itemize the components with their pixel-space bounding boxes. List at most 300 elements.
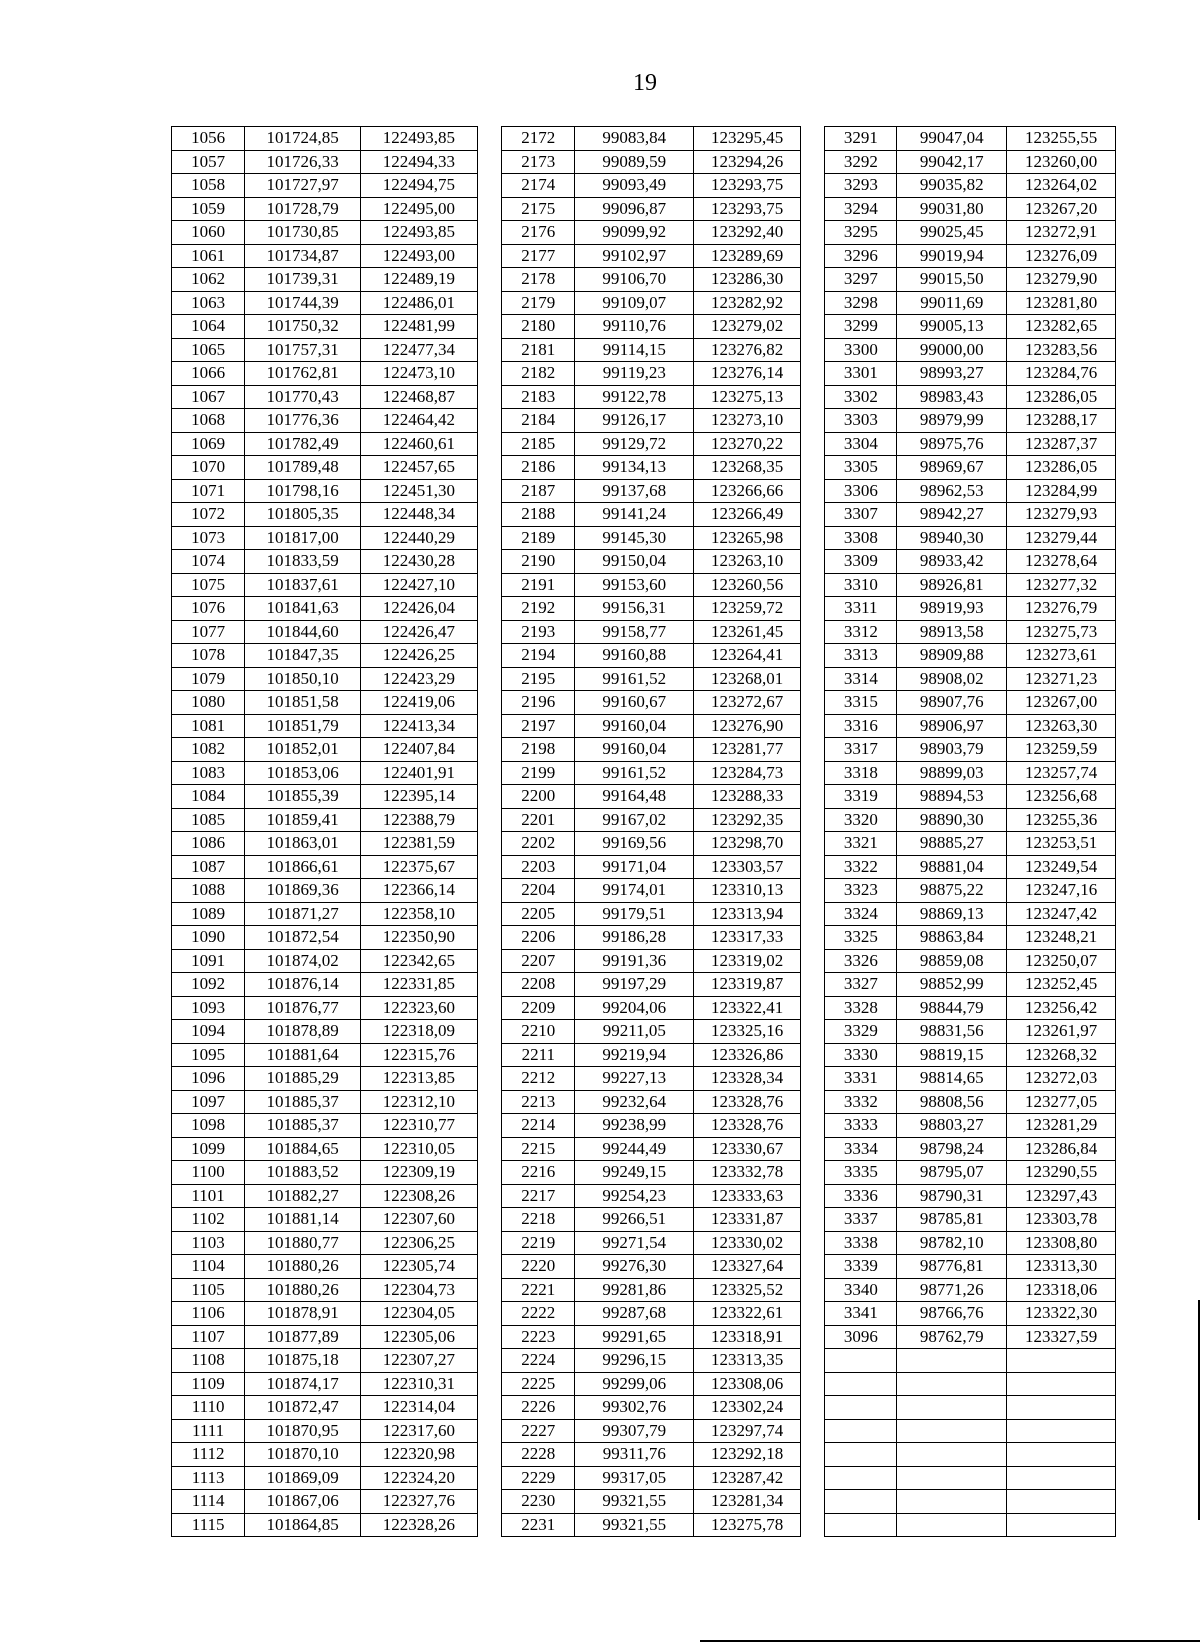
column-spacer <box>800 432 824 456</box>
cell-x-coordinate: 101859,41 <box>245 808 361 832</box>
column-spacer <box>477 1466 501 1490</box>
column-spacer <box>477 1396 501 1420</box>
cell-x-coordinate: 101875,18 <box>245 1349 361 1373</box>
cell-point-number: 1080 <box>172 691 245 715</box>
column-spacer <box>800 197 824 221</box>
cell-point-number: 1096 <box>172 1067 245 1091</box>
table-row <box>172 174 1116 198</box>
cell-x-coordinate: 98962,53 <box>897 479 1007 503</box>
cell-y-coordinate: 122366,14 <box>360 879 477 903</box>
cell-point-number: 1056 <box>172 127 245 151</box>
column-spacer <box>800 1090 824 1114</box>
cell-point-number: 1107 <box>172 1325 245 1349</box>
cell-y-coordinate: 123276,09 <box>1007 244 1116 268</box>
cell-x-coordinate: 98983,43 <box>897 385 1007 409</box>
column-spacer <box>800 1349 824 1373</box>
column-spacer <box>477 808 501 832</box>
column-spacer <box>800 879 824 903</box>
column-spacer <box>800 338 824 362</box>
cell-x-coordinate: 99042,17 <box>897 150 1007 174</box>
cell-point-number: 3309 <box>825 550 897 574</box>
column-spacer <box>477 644 501 668</box>
table-row <box>172 1137 1116 1161</box>
cell-x-coordinate: 98969,67 <box>897 456 1007 480</box>
cell-y-coordinate: 123319,02 <box>694 949 801 973</box>
cell-x-coordinate: 99141,24 <box>575 503 694 527</box>
cell-point-number: 1111 <box>172 1419 245 1443</box>
cell-x-coordinate <box>897 1396 1007 1420</box>
cell-point-number: 3308 <box>825 526 897 550</box>
cell-x-coordinate: 98909,88 <box>897 644 1007 668</box>
table-row <box>172 1231 1116 1255</box>
cell-x-coordinate: 99153,60 <box>575 573 694 597</box>
cell-y-coordinate: 123276,79 <box>1007 597 1116 621</box>
column-spacer <box>800 1325 824 1349</box>
cell-point-number: 3302 <box>825 385 897 409</box>
column-spacer <box>800 1067 824 1091</box>
cell-x-coordinate: 99186,28 <box>575 926 694 950</box>
cell-y-coordinate: 123279,90 <box>1007 268 1116 292</box>
cell-point-number: 2223 <box>502 1325 575 1349</box>
cell-x-coordinate: 101882,27 <box>245 1184 361 1208</box>
cell-point-number: 2177 <box>502 244 575 268</box>
cell-x-coordinate: 101874,02 <box>245 949 361 973</box>
cell-y-coordinate: 123281,80 <box>1007 291 1116 315</box>
cell-x-coordinate: 101883,52 <box>245 1161 361 1185</box>
cell-point-number: 3303 <box>825 409 897 433</box>
cell-x-coordinate: 98831,56 <box>897 1020 1007 1044</box>
cell-x-coordinate: 101726,33 <box>245 150 361 174</box>
cell-point-number: 2193 <box>502 620 575 644</box>
cell-x-coordinate: 101870,10 <box>245 1443 361 1467</box>
cell-point-number: 1066 <box>172 362 245 386</box>
column-spacer <box>477 1043 501 1067</box>
cell-point-number: 1102 <box>172 1208 245 1232</box>
table-row <box>172 503 1116 527</box>
cell-point-number: 1074 <box>172 550 245 574</box>
cell-y-coordinate: 123308,06 <box>694 1372 801 1396</box>
table-row <box>172 996 1116 1020</box>
cell-y-coordinate: 122401,91 <box>360 761 477 785</box>
cell-x-coordinate: 101805,35 <box>245 503 361 527</box>
cell-y-coordinate: 123266,66 <box>694 479 801 503</box>
table-row <box>172 315 1116 339</box>
cell-y-coordinate: 122331,85 <box>360 973 477 997</box>
cell-point-number: 1094 <box>172 1020 245 1044</box>
cell-point-number: 2190 <box>502 550 575 574</box>
table-row <box>172 456 1116 480</box>
cell-y-coordinate: 123325,52 <box>694 1278 801 1302</box>
cell-x-coordinate: 101850,10 <box>245 667 361 691</box>
cell-x-coordinate: 98762,79 <box>897 1325 1007 1349</box>
cell-x-coordinate: 99160,88 <box>575 644 694 668</box>
cell-y-coordinate: 123286,05 <box>1007 456 1116 480</box>
cell-y-coordinate: 122304,05 <box>360 1302 477 1326</box>
column-spacer <box>800 479 824 503</box>
cell-x-coordinate: 101730,85 <box>245 221 361 245</box>
cell-point-number: 2197 <box>502 714 575 738</box>
table-row <box>172 855 1116 879</box>
cell-y-coordinate: 123303,78 <box>1007 1208 1116 1232</box>
cell-y-coordinate: 122407,84 <box>360 738 477 762</box>
cell-y-coordinate: 122395,14 <box>360 785 477 809</box>
cell-x-coordinate <box>897 1513 1007 1537</box>
cell-x-coordinate: 101869,36 <box>245 879 361 903</box>
cell-x-coordinate: 99102,97 <box>575 244 694 268</box>
cell-point-number: 1067 <box>172 385 245 409</box>
cell-point-number: 2210 <box>502 1020 575 1044</box>
cell-x-coordinate: 99287,68 <box>575 1302 694 1326</box>
page-number: 19 <box>633 70 657 96</box>
cell-y-coordinate: 123249,54 <box>1007 855 1116 879</box>
cell-point-number: 2209 <box>502 996 575 1020</box>
cell-y-coordinate: 123247,42 <box>1007 902 1116 926</box>
cell-point-number: 2183 <box>502 385 575 409</box>
column-spacer <box>800 503 824 527</box>
cell-point-number: 1062 <box>172 268 245 292</box>
cell-point-number: 1075 <box>172 573 245 597</box>
cell-x-coordinate: 99291,65 <box>575 1325 694 1349</box>
cell-x-coordinate: 98919,93 <box>897 597 1007 621</box>
column-spacer <box>477 1419 501 1443</box>
cell-point-number: 1093 <box>172 996 245 1020</box>
cell-y-coordinate: 122315,76 <box>360 1043 477 1067</box>
cell-point-number: 2198 <box>502 738 575 762</box>
cell-x-coordinate: 101798,16 <box>245 479 361 503</box>
column-spacer <box>800 1114 824 1138</box>
cell-point-number: 2178 <box>502 268 575 292</box>
table-row <box>172 808 1116 832</box>
cell-y-coordinate: 123303,57 <box>694 855 801 879</box>
cell-y-coordinate: 122427,10 <box>360 573 477 597</box>
cell-point-number <box>825 1466 897 1490</box>
table-row <box>172 362 1116 386</box>
cell-point-number: 3328 <box>825 996 897 1020</box>
cell-y-coordinate: 123266,49 <box>694 503 801 527</box>
cell-x-coordinate: 99025,45 <box>897 221 1007 245</box>
cell-point-number: 1099 <box>172 1137 245 1161</box>
cell-x-coordinate: 99317,05 <box>575 1466 694 1490</box>
cell-x-coordinate: 101880,26 <box>245 1255 361 1279</box>
column-spacer <box>477 1137 501 1161</box>
cell-point-number: 2202 <box>502 832 575 856</box>
column-spacer <box>800 315 824 339</box>
column-spacer <box>477 362 501 386</box>
cell-y-coordinate: 123322,61 <box>694 1302 801 1326</box>
cell-x-coordinate: 99211,05 <box>575 1020 694 1044</box>
cell-y-coordinate: 123260,56 <box>694 573 801 597</box>
cell-point-number: 1057 <box>172 150 245 174</box>
cell-point-number: 2176 <box>502 221 575 245</box>
column-spacer <box>477 338 501 362</box>
cell-x-coordinate: 101878,89 <box>245 1020 361 1044</box>
cell-x-coordinate: 101885,37 <box>245 1090 361 1114</box>
column-spacer <box>800 1208 824 1232</box>
cell-y-coordinate: 123263,10 <box>694 550 801 574</box>
cell-y-coordinate: 122451,30 <box>360 479 477 503</box>
cell-y-coordinate: 123272,91 <box>1007 221 1116 245</box>
cell-x-coordinate: 98881,04 <box>897 855 1007 879</box>
cell-x-coordinate: 101884,65 <box>245 1137 361 1161</box>
cell-x-coordinate: 101847,35 <box>245 644 361 668</box>
cell-y-coordinate: 122306,25 <box>360 1231 477 1255</box>
table-row <box>172 1278 1116 1302</box>
cell-point-number: 1095 <box>172 1043 245 1067</box>
cell-x-coordinate: 101874,17 <box>245 1372 361 1396</box>
table-row <box>172 644 1116 668</box>
cell-point-number <box>825 1490 897 1514</box>
column-spacer <box>800 409 824 433</box>
cell-x-coordinate: 99167,02 <box>575 808 694 832</box>
cell-y-coordinate: 123272,67 <box>694 691 801 715</box>
cell-x-coordinate: 99302,76 <box>575 1396 694 1420</box>
table-row <box>172 714 1116 738</box>
cell-point-number: 1081 <box>172 714 245 738</box>
cell-x-coordinate: 101853,06 <box>245 761 361 785</box>
table-row <box>172 1490 1116 1514</box>
column-spacer <box>477 526 501 550</box>
cell-y-coordinate: 122419,06 <box>360 691 477 715</box>
cell-x-coordinate: 99119,23 <box>575 362 694 386</box>
table-row <box>172 409 1116 433</box>
cell-x-coordinate: 98808,56 <box>897 1090 1007 1114</box>
cell-y-coordinate: 123319,87 <box>694 973 801 997</box>
cell-y-coordinate: 123268,32 <box>1007 1043 1116 1067</box>
cell-x-coordinate: 98894,53 <box>897 785 1007 809</box>
cell-y-coordinate: 123264,02 <box>1007 174 1116 198</box>
cell-point-number: 2192 <box>502 597 575 621</box>
cell-point-number: 1073 <box>172 526 245 550</box>
column-spacer <box>477 1184 501 1208</box>
cell-point-number: 3096 <box>825 1325 897 1349</box>
cell-y-coordinate <box>1007 1443 1116 1467</box>
cell-point-number: 3336 <box>825 1184 897 1208</box>
column-spacer <box>800 1255 824 1279</box>
cell-point-number: 2191 <box>502 573 575 597</box>
cell-y-coordinate: 123286,30 <box>694 268 801 292</box>
cell-x-coordinate: 98940,30 <box>897 526 1007 550</box>
cell-y-coordinate: 123298,70 <box>694 832 801 856</box>
cell-x-coordinate: 99150,04 <box>575 550 694 574</box>
column-spacer <box>477 1161 501 1185</box>
cell-x-coordinate: 99254,23 <box>575 1184 694 1208</box>
cell-point-number: 3317 <box>825 738 897 762</box>
cell-point-number: 2206 <box>502 926 575 950</box>
cell-y-coordinate: 123288,33 <box>694 785 801 809</box>
cell-x-coordinate: 99161,52 <box>575 667 694 691</box>
cell-y-coordinate: 123272,03 <box>1007 1067 1116 1091</box>
cell-y-coordinate: 123287,37 <box>1007 432 1116 456</box>
cell-y-coordinate: 123263,30 <box>1007 714 1116 738</box>
cell-x-coordinate: 101739,31 <box>245 268 361 292</box>
column-spacer <box>477 832 501 856</box>
cell-y-coordinate: 122493,85 <box>360 221 477 245</box>
cell-point-number: 3293 <box>825 174 897 198</box>
table-row <box>172 526 1116 550</box>
column-spacer <box>477 902 501 926</box>
cell-y-coordinate: 123286,84 <box>1007 1137 1116 1161</box>
cell-y-coordinate: 122304,73 <box>360 1278 477 1302</box>
cell-x-coordinate: 101734,87 <box>245 244 361 268</box>
cell-point-number: 2201 <box>502 808 575 832</box>
cell-y-coordinate: 122308,26 <box>360 1184 477 1208</box>
cell-point-number: 2194 <box>502 644 575 668</box>
cell-y-coordinate: 123283,56 <box>1007 338 1116 362</box>
cell-y-coordinate: 123289,69 <box>694 244 801 268</box>
cell-x-coordinate: 101871,27 <box>245 902 361 926</box>
cell-y-coordinate: 123328,76 <box>694 1090 801 1114</box>
cell-point-number: 1085 <box>172 808 245 832</box>
cell-point-number: 2217 <box>502 1184 575 1208</box>
cell-y-coordinate: 122440,29 <box>360 526 477 550</box>
cell-point-number: 3295 <box>825 221 897 245</box>
column-spacer <box>800 1490 824 1514</box>
cell-y-coordinate: 123281,34 <box>694 1490 801 1514</box>
cell-x-coordinate: 99238,99 <box>575 1114 694 1138</box>
cell-x-coordinate <box>897 1490 1007 1514</box>
cell-x-coordinate: 101872,47 <box>245 1396 361 1420</box>
cell-x-coordinate: 99156,31 <box>575 597 694 621</box>
column-spacer <box>477 456 501 480</box>
cell-y-coordinate: 122486,01 <box>360 291 477 315</box>
cell-y-coordinate: 123288,17 <box>1007 409 1116 433</box>
table-row <box>172 1443 1116 1467</box>
cell-point-number: 1113 <box>172 1466 245 1490</box>
cell-y-coordinate: 122448,34 <box>360 503 477 527</box>
cell-y-coordinate: 123332,78 <box>694 1161 801 1185</box>
cell-point-number: 3340 <box>825 1278 897 1302</box>
cell-y-coordinate: 123281,29 <box>1007 1114 1116 1138</box>
cell-point-number: 1104 <box>172 1255 245 1279</box>
table-row <box>172 785 1116 809</box>
cell-y-coordinate: 123276,82 <box>694 338 801 362</box>
cell-point-number: 3311 <box>825 597 897 621</box>
column-spacer <box>800 738 824 762</box>
cell-x-coordinate: 101872,54 <box>245 926 361 950</box>
column-spacer <box>800 1443 824 1467</box>
cell-point-number <box>825 1443 897 1467</box>
table-row <box>172 432 1116 456</box>
cell-y-coordinate: 123310,13 <box>694 879 801 903</box>
cell-point-number: 2188 <box>502 503 575 527</box>
cell-x-coordinate <box>897 1466 1007 1490</box>
cell-point-number: 3312 <box>825 620 897 644</box>
cell-x-coordinate: 98798,24 <box>897 1137 1007 1161</box>
cell-point-number: 1087 <box>172 855 245 879</box>
column-spacer <box>800 174 824 198</box>
cell-y-coordinate: 123252,45 <box>1007 973 1116 997</box>
column-spacer <box>477 1020 501 1044</box>
cell-x-coordinate: 99191,36 <box>575 949 694 973</box>
column-spacer <box>477 1349 501 1373</box>
cell-y-coordinate: 123284,99 <box>1007 479 1116 503</box>
cell-y-coordinate: 122481,99 <box>360 315 477 339</box>
table-row <box>172 1302 1116 1326</box>
cell-x-coordinate: 99174,01 <box>575 879 694 903</box>
cell-y-coordinate: 122464,42 <box>360 409 477 433</box>
column-spacer <box>477 691 501 715</box>
cell-point-number: 1112 <box>172 1443 245 1467</box>
column-spacer <box>477 174 501 198</box>
cell-x-coordinate: 98899,03 <box>897 761 1007 785</box>
cell-point-number: 2182 <box>502 362 575 386</box>
cell-point-number: 2172 <box>502 127 575 151</box>
cell-y-coordinate: 123255,36 <box>1007 808 1116 832</box>
cell-y-coordinate: 123247,16 <box>1007 879 1116 903</box>
cell-x-coordinate: 98906,97 <box>897 714 1007 738</box>
column-spacer <box>477 1067 501 1091</box>
cell-y-coordinate: 122495,00 <box>360 197 477 221</box>
cell-point-number: 1106 <box>172 1302 245 1326</box>
column-spacer <box>800 761 824 785</box>
cell-point-number: 3297 <box>825 268 897 292</box>
cell-point-number <box>825 1396 897 1420</box>
coordinates-table <box>171 126 1116 1537</box>
cell-x-coordinate: 99276,30 <box>575 1255 694 1279</box>
table-row <box>172 738 1116 762</box>
cell-y-coordinate: 123268,01 <box>694 667 801 691</box>
cell-x-coordinate: 98903,79 <box>897 738 1007 762</box>
cell-x-coordinate: 99281,86 <box>575 1278 694 1302</box>
cell-y-coordinate: 123293,75 <box>694 174 801 198</box>
cell-point-number: 2175 <box>502 197 575 221</box>
coordinates-table-body <box>172 127 1116 1537</box>
column-spacer <box>477 503 501 527</box>
column-spacer <box>800 1302 824 1326</box>
cell-y-coordinate: 123284,76 <box>1007 362 1116 386</box>
cell-y-coordinate: 123292,35 <box>694 808 801 832</box>
cell-x-coordinate: 101724,85 <box>245 127 361 151</box>
cell-point-number: 3327 <box>825 973 897 997</box>
cell-point-number: 3291 <box>825 127 897 151</box>
cell-point-number: 1105 <box>172 1278 245 1302</box>
column-spacer <box>800 832 824 856</box>
cell-y-coordinate: 122426,47 <box>360 620 477 644</box>
cell-x-coordinate: 98869,13 <box>897 902 1007 926</box>
cell-x-coordinate: 99232,64 <box>575 1090 694 1114</box>
cell-x-coordinate: 99106,70 <box>575 268 694 292</box>
table-row <box>172 244 1116 268</box>
table-row <box>172 620 1116 644</box>
cell-x-coordinate: 99126,17 <box>575 409 694 433</box>
cell-y-coordinate: 122342,65 <box>360 949 477 973</box>
cell-y-coordinate: 123277,32 <box>1007 573 1116 597</box>
cell-x-coordinate: 98771,26 <box>897 1278 1007 1302</box>
cell-point-number: 3301 <box>825 362 897 386</box>
cell-x-coordinate: 101833,59 <box>245 550 361 574</box>
cell-x-coordinate: 98852,99 <box>897 973 1007 997</box>
column-spacer <box>477 597 501 621</box>
cell-point-number: 1109 <box>172 1372 245 1396</box>
cell-y-coordinate: 122327,76 <box>360 1490 477 1514</box>
cell-point-number: 2173 <box>502 150 575 174</box>
cell-point-number: 1098 <box>172 1114 245 1138</box>
column-spacer <box>800 620 824 644</box>
cell-y-coordinate: 123264,41 <box>694 644 801 668</box>
column-spacer <box>477 1372 501 1396</box>
column-spacer <box>800 1137 824 1161</box>
column-spacer <box>800 291 824 315</box>
cell-point-number: 1086 <box>172 832 245 856</box>
cell-x-coordinate: 99047,04 <box>897 127 1007 151</box>
cell-x-coordinate: 99179,51 <box>575 902 694 926</box>
cell-y-coordinate: 123322,41 <box>694 996 801 1020</box>
cell-y-coordinate: 122350,90 <box>360 926 477 950</box>
column-spacer <box>477 1090 501 1114</box>
cell-point-number: 3322 <box>825 855 897 879</box>
cell-y-coordinate: 122323,60 <box>360 996 477 1020</box>
cell-x-coordinate: 101817,00 <box>245 526 361 550</box>
